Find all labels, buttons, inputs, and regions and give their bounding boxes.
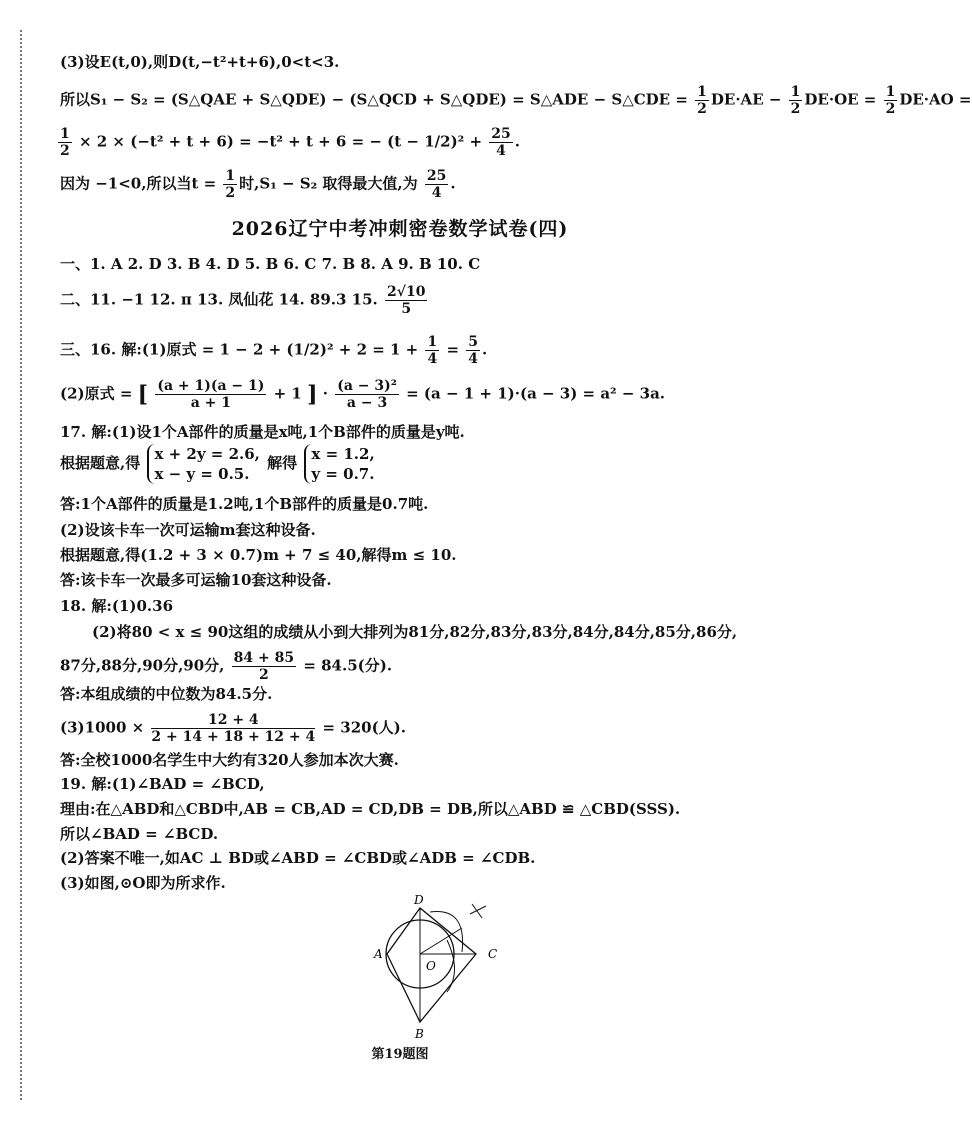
equation: y = 0.7. bbox=[311, 465, 375, 483]
text: 因为 −1<0,所以当t = bbox=[60, 174, 217, 193]
q17-part2: (2)设该卡车一次可运输m套这种设备. bbox=[60, 521, 316, 539]
den: 2 bbox=[258, 667, 269, 683]
den: 4 bbox=[496, 143, 506, 159]
den: 2 bbox=[225, 185, 236, 201]
num: (a + 1)(a − 1) bbox=[157, 378, 265, 394]
q19-part3: (3)如图,⊙O即为所求作. bbox=[60, 874, 226, 892]
num: 1 bbox=[225, 168, 236, 184]
text: 三、16. 解:(1)原式 = 1 − 2 + bbox=[60, 340, 282, 359]
den: 2 bbox=[697, 101, 707, 117]
den: 4 bbox=[468, 351, 479, 367]
label-c: C bbox=[488, 947, 498, 961]
bisector bbox=[420, 928, 462, 954]
q19-part2: (2)答案不唯一,如AC ⊥ BD或∠ABD = ∠CBD或∠ADB = ∠CDB. bbox=[60, 849, 536, 867]
q17-answer2: 答:该卡车一次最多可运输10套这种设备. bbox=[60, 571, 332, 589]
den: 4 bbox=[431, 185, 442, 201]
label-a: A bbox=[374, 947, 383, 961]
square-term: (1/2)² bbox=[286, 340, 334, 359]
label-o: O bbox=[426, 959, 436, 973]
den: 4 bbox=[427, 351, 438, 367]
fraction bbox=[695, 84, 709, 117]
fraction bbox=[335, 378, 399, 411]
fraction bbox=[58, 126, 72, 159]
text: (3)设E(t,0),则D(t,−t²+t+6),0<t<3. bbox=[60, 53, 340, 71]
text: 所以S₁ − S₂ = (S△QAE + S△QDE) − (S△QCD + S△QDE) = S△ADE − S△CDE = bbox=[60, 90, 688, 109]
line-q3-setup bbox=[60, 50, 339, 74]
text: . bbox=[450, 174, 456, 193]
label-d: D bbox=[414, 893, 424, 907]
num: 1 bbox=[885, 84, 896, 100]
text: (2)原式 = bbox=[60, 384, 133, 403]
text: (3)1000 × bbox=[60, 718, 145, 737]
q19-conclude: 所以∠BAD = ∠BCD. bbox=[60, 825, 219, 843]
bracket-open: [ bbox=[137, 381, 149, 408]
text: 解得 bbox=[267, 454, 298, 472]
text: × 2 × (−t² + t + 6) = −t² + t + 6 = − bbox=[78, 132, 382, 151]
text: = (a − 1 + 1)·(a − 3) = a² − 3a. bbox=[406, 384, 666, 403]
num: 1 bbox=[697, 84, 707, 100]
equation-system bbox=[147, 444, 259, 484]
q18-part2-cont bbox=[60, 650, 392, 683]
num: 1 bbox=[60, 126, 70, 142]
fill-blank-answers bbox=[60, 284, 429, 317]
text: + bbox=[469, 132, 483, 151]
fraction bbox=[223, 168, 237, 201]
num: 12 + 4 bbox=[151, 712, 315, 729]
den: a + 1 bbox=[190, 395, 232, 411]
fraction bbox=[884, 84, 898, 117]
text: DE·AE − bbox=[710, 90, 782, 109]
fraction bbox=[489, 126, 512, 159]
q16-part1 bbox=[60, 334, 487, 367]
q18-part1: 18. 解:(1)0.36 bbox=[60, 597, 174, 615]
text: DE·OE = bbox=[804, 90, 877, 109]
text: + 1 bbox=[273, 384, 302, 403]
multiple-choice-answers: 一、1. A 2. D 3. B 4. D 5. B 6. C 7. B 8. A 9. B 10. C bbox=[60, 255, 481, 273]
text: DE·AO = bbox=[899, 90, 972, 109]
fraction bbox=[232, 650, 296, 683]
text: . bbox=[482, 340, 488, 359]
text: + 2 = 1 + bbox=[338, 340, 419, 359]
square-term: (t − 1/2)² bbox=[387, 132, 465, 151]
q18-part3 bbox=[60, 712, 406, 745]
text: 87分,88分,90分,90分, bbox=[60, 656, 225, 675]
q19-reason: 理由:在△ABD和△CBD中,AB = CB,AD = CD,DB = DB,所以△ABD ≌ △CBD(SSS). bbox=[60, 800, 681, 818]
den: 2 bbox=[60, 143, 70, 159]
fraction bbox=[151, 712, 315, 745]
arc-mark bbox=[470, 904, 486, 918]
bracket-close: ] bbox=[307, 381, 318, 408]
line-expand: $\frac{1}{2}$ × 2 × (−t² + t + 6) = −t² + t + 6 = − (t − 1/2)² + $\frac{25}{4}$ . bbox=[60, 126, 520, 159]
num: (a − 3)² bbox=[337, 378, 397, 394]
text: · bbox=[322, 384, 328, 403]
num: 25 bbox=[491, 126, 511, 142]
fraction bbox=[466, 334, 480, 367]
q19-geometry-figure bbox=[352, 892, 522, 1047]
fraction bbox=[425, 334, 439, 367]
den: 5 bbox=[401, 301, 412, 317]
text: = bbox=[446, 340, 460, 359]
q16-part2 bbox=[60, 378, 665, 411]
num: 1 bbox=[790, 84, 801, 100]
fraction bbox=[385, 284, 427, 317]
q18-answer: 答:本组成绩的中位数为84.5分. bbox=[60, 685, 273, 703]
q17-answer1: 答:1个A部件的质量是1.2吨,1个B部件的质量是0.7吨. bbox=[60, 495, 429, 513]
text: = 84.5(分). bbox=[303, 656, 393, 675]
fraction bbox=[155, 378, 266, 411]
binding-margin bbox=[20, 30, 28, 1100]
num: 25 bbox=[426, 168, 447, 184]
num: 84 + 85 bbox=[233, 650, 295, 666]
text: = 320(人). bbox=[322, 718, 407, 737]
num: 2√10 bbox=[387, 284, 426, 300]
label-b: B bbox=[415, 1027, 424, 1041]
num: 5 bbox=[468, 334, 479, 350]
fraction bbox=[425, 168, 448, 201]
equation: x = 1.2, bbox=[311, 445, 375, 463]
q18-answer3: 答:全校1000名学生中大约有320人参加本次大赛. bbox=[60, 751, 399, 769]
equation: x − y = 0.5. bbox=[154, 465, 250, 483]
den: 2 bbox=[885, 101, 896, 117]
q17-inequality: 根据题意,得(1.2 + 3 × 0.7)m + 7 ≤ 40,解得m ≤ 10. bbox=[60, 546, 457, 564]
q17-system bbox=[60, 444, 377, 484]
figure-caption: 第19题图 bbox=[371, 1047, 429, 1062]
text: 二、11. −1 12. π 13. 凤仙花 14. 89.3 15. bbox=[60, 290, 378, 309]
text: 时,S₁ − S₂ 取得最大值,为 bbox=[239, 174, 418, 193]
line-s1-minus-s2 bbox=[60, 84, 972, 117]
den: a − 3 bbox=[346, 395, 388, 411]
solution-system bbox=[304, 444, 374, 484]
fraction bbox=[789, 84, 803, 117]
q17-intro: 17. 解:(1)设1个A部件的质量是x吨,1个B部件的质量是y吨. bbox=[60, 423, 465, 441]
q18-part2: (2)将80 < x ≤ 90这组的成绩从小到大排列为81分,82分,83分,83分,84分,84分,85分,86分, bbox=[92, 623, 738, 641]
line-conclusion bbox=[60, 168, 456, 201]
den: 2 + 14 + 18 + 12 + 4 bbox=[151, 729, 316, 745]
num: 1 bbox=[427, 334, 438, 350]
text: 根据题意,得 bbox=[60, 454, 141, 472]
equation: x + 2y = 2.6, bbox=[154, 445, 260, 463]
q19-part1: 19. 解:(1)∠BAD = ∠BCD, bbox=[60, 775, 265, 793]
exam-title: 2026辽宁中考冲刺密卷数学试卷(四) bbox=[231, 218, 569, 240]
den: 2 bbox=[790, 101, 801, 117]
